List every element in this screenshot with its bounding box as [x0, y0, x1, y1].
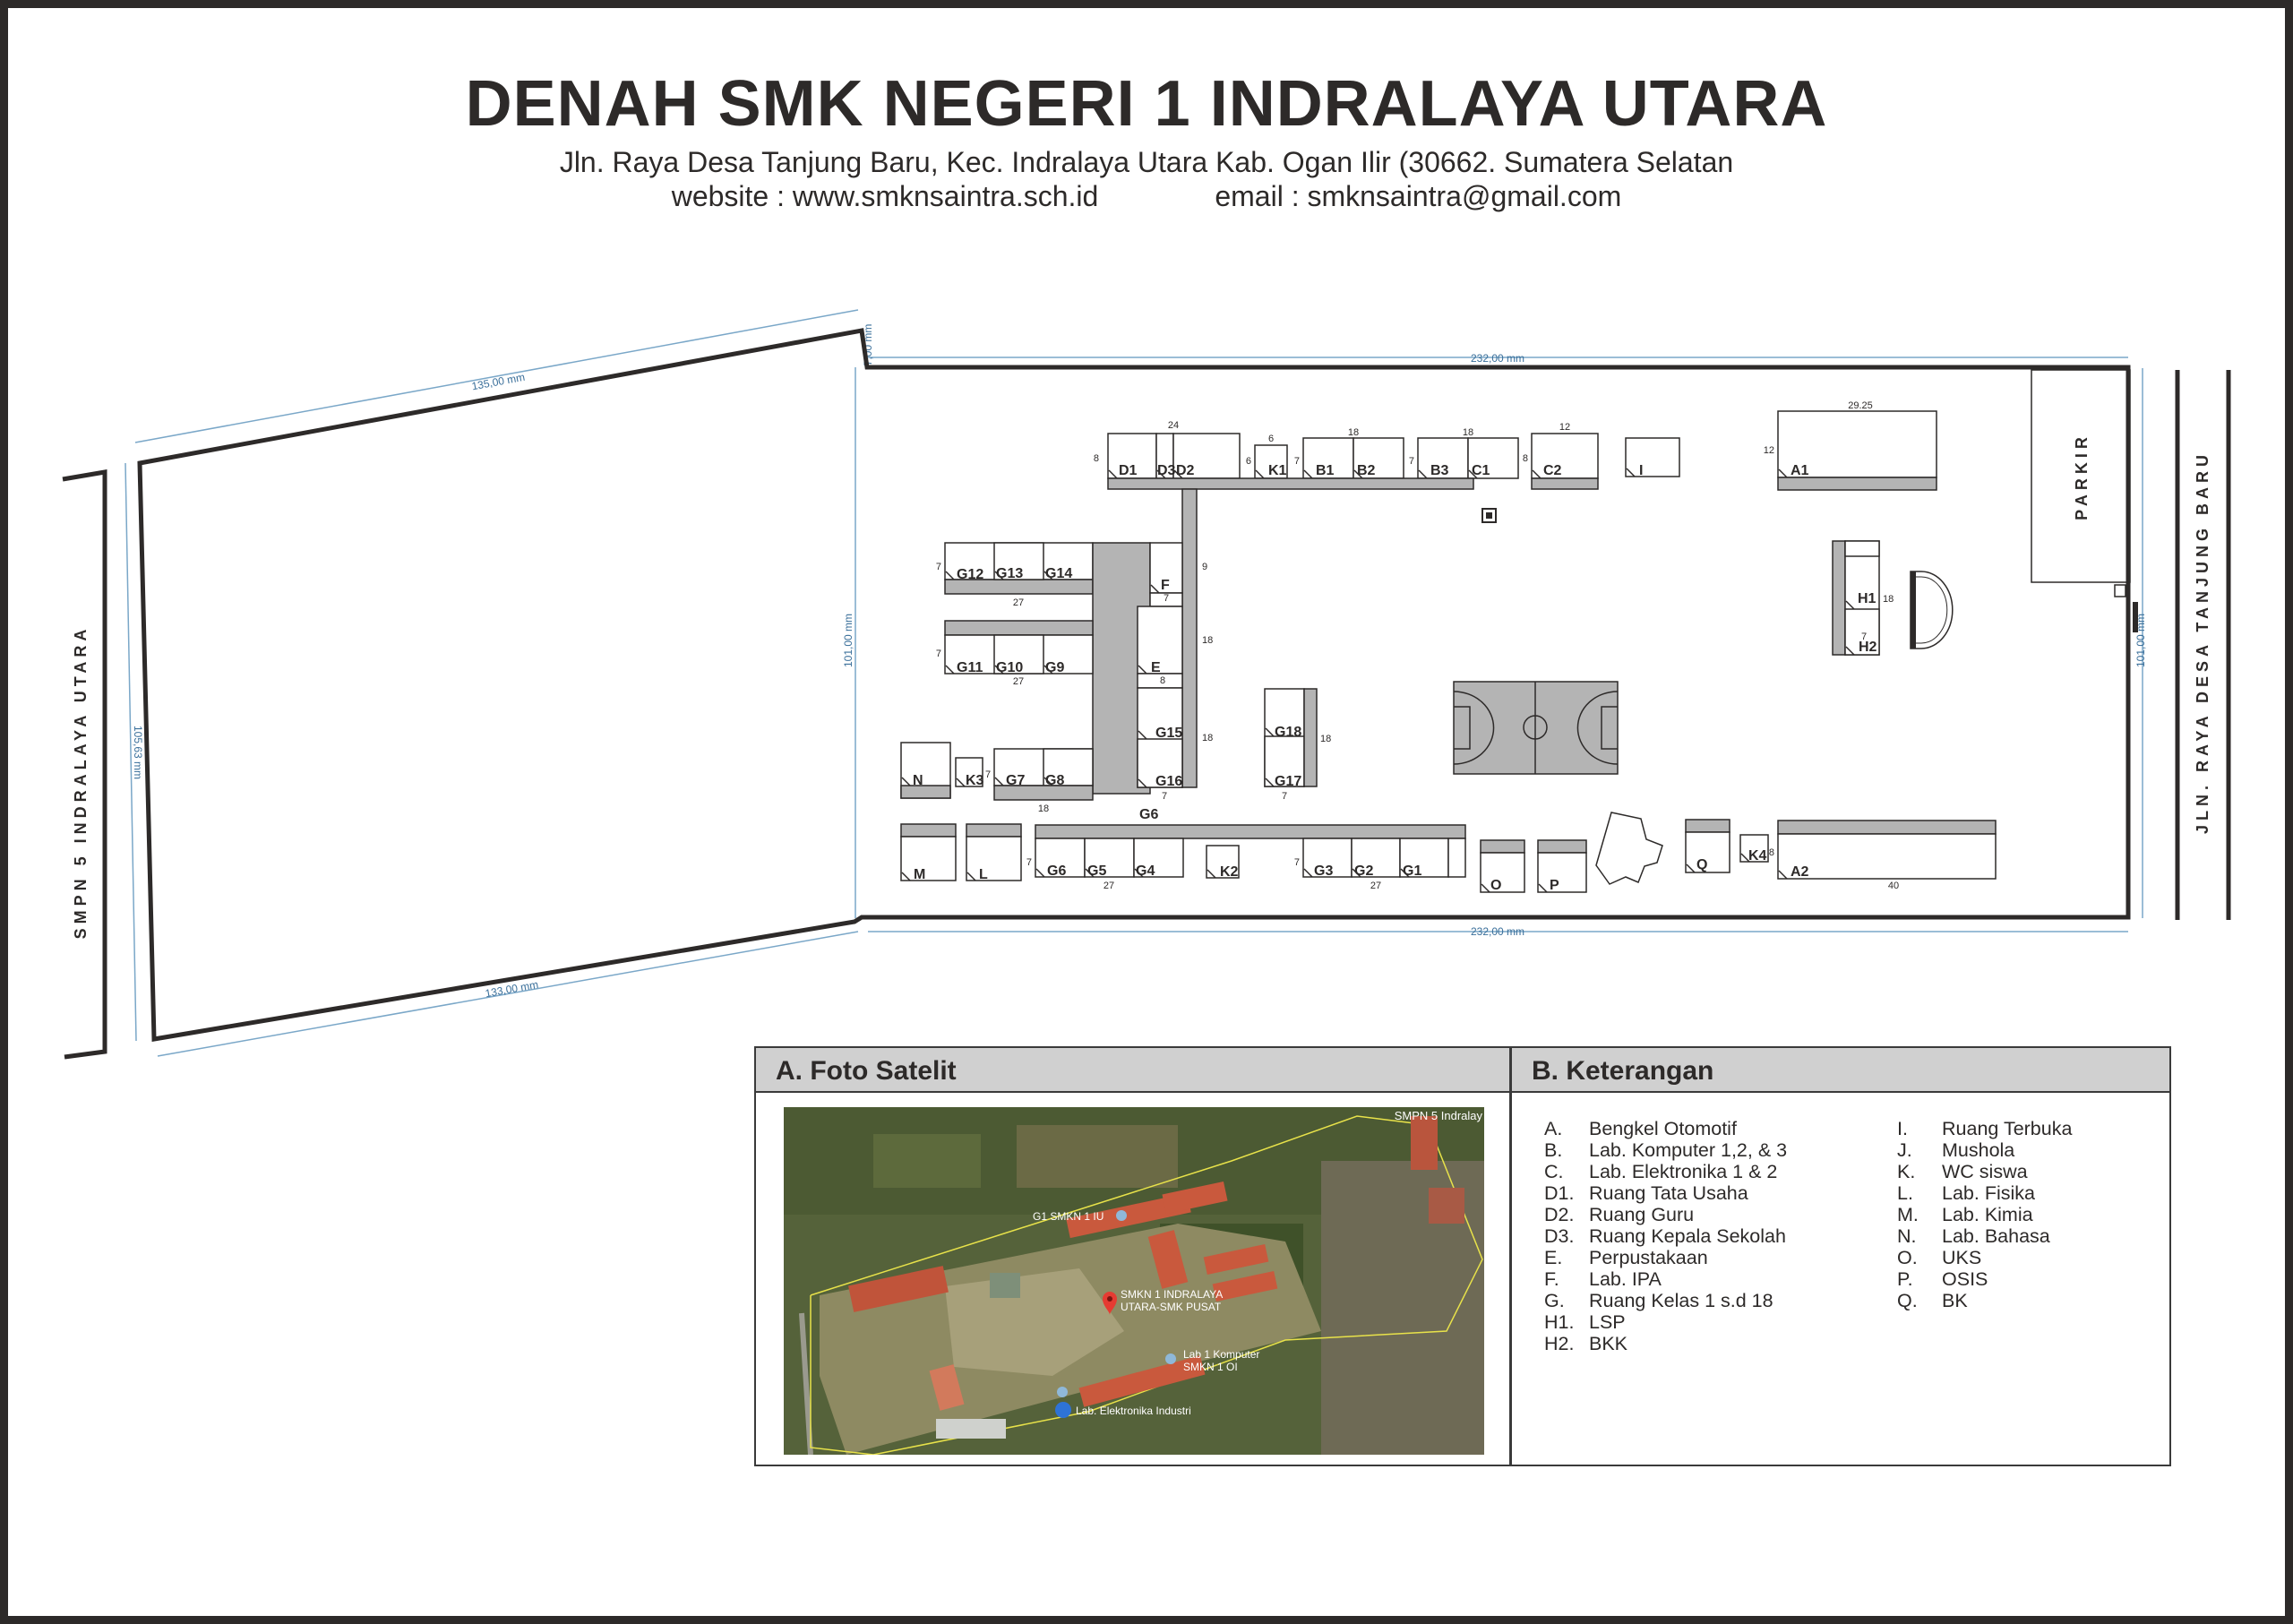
room-label-g1: G1: [1403, 864, 1422, 879]
legend-key: O.: [1897, 1247, 1918, 1268]
legend-column-right: [1897, 1118, 2072, 1311]
legend-row: [1544, 1204, 1787, 1225]
measure-label-a2-depth: 8: [1768, 847, 1774, 858]
room-o: [1481, 853, 1524, 892]
measure-label-g3-width: 27: [1370, 881, 1382, 891]
legend-key: N.: [1897, 1225, 1917, 1247]
measure-label-g18-height: 18: [1320, 734, 1332, 744]
legend-row: [1544, 1118, 1787, 1139]
measure-label-c2-depth: 8: [1522, 453, 1528, 464]
measure-label-b3-depth: 7: [1408, 456, 1414, 467]
corridor-g11: [945, 621, 1093, 635]
room-label-g13: G13: [996, 566, 1024, 581]
west-road-label: SMPN 5 INDRALAYA UTARA: [72, 624, 90, 940]
room-label-k4: K4: [1748, 848, 1767, 864]
basketball-court: [1454, 682, 1618, 774]
gate-post: [2115, 585, 2126, 597]
mushola-shape: [1596, 812, 1662, 884]
room-label-g8: G8: [1045, 773, 1065, 788]
corridor-bottom: [1035, 825, 1465, 838]
legend-row: [1544, 1268, 1787, 1290]
east-road-label: JLN. RAYA DESA TANJUNG BARU: [2194, 450, 2211, 835]
room-label-a1: A1: [1791, 463, 1809, 478]
legend-key: B.: [1544, 1139, 1563, 1161]
page-title: DENAH SMK NEGERI 1 INDRALAYA UTARA: [465, 68, 1828, 140]
measure-label-b-width: 18: [1347, 427, 1360, 438]
measure-label-bc-width: 18: [1462, 427, 1474, 438]
corridor-m: [901, 824, 956, 837]
room-label-g2: G2: [1354, 864, 1374, 879]
legend-row: [1544, 1139, 1787, 1161]
sat-pin-label-1: SMKN 1 INDRALAYA: [1121, 1288, 1224, 1301]
legend-text: OSIS: [1942, 1268, 1988, 1290]
sat-pin-label-2: UTARA-SMK PUSAT: [1121, 1301, 1222, 1313]
satellite-photo: [784, 1107, 1484, 1455]
room-label-g18: G18: [1275, 725, 1302, 740]
legend-row: [1544, 1247, 1787, 1268]
measure-label-g6-depth: 7: [1026, 857, 1032, 868]
measure-label-k3-depth: 7: [985, 769, 992, 780]
sat-lab-label-2: SMKN 1 OI: [1183, 1361, 1238, 1373]
sat-corner-label: SMPN 5 Indralay: [1394, 1109, 1482, 1122]
legend-row: [1897, 1268, 2072, 1290]
corridor-a1: [1778, 477, 1937, 490]
legend-key: J.: [1897, 1139, 1912, 1161]
measure-label-a1-depth: 12: [1763, 445, 1774, 456]
legend-row: [1897, 1161, 2072, 1182]
dim-label-bottom-right: 232,00 mm: [1470, 925, 1525, 938]
measure-label-g12-depth: 7: [935, 562, 941, 572]
room-a2: [1778, 834, 1996, 879]
dim-label-top-right: 232,00 mm: [1470, 352, 1525, 365]
room-label-g12: G12: [957, 567, 984, 582]
legend-key: F.: [1544, 1268, 1559, 1290]
room-label-c2: C2: [1543, 463, 1562, 478]
measure-label-f-width: 7: [1163, 593, 1170, 604]
legend-key: D2.: [1544, 1204, 1575, 1225]
legend-text: Perpustakaan: [1589, 1247, 1708, 1268]
legend-key: L.: [1897, 1182, 1913, 1204]
legend-row: [1544, 1161, 1787, 1182]
legend-key: C.: [1544, 1161, 1564, 1182]
room-m: [901, 837, 956, 881]
room-label-g6: G6: [1047, 864, 1067, 879]
dim-label-top-left: 135,00 mm: [470, 370, 527, 393]
legend-key: Q.: [1897, 1290, 1918, 1311]
sat-g1-label: G1 SMKN 1 IU: [1033, 1210, 1104, 1223]
room-label-h2: H2: [1859, 640, 1877, 655]
legend-key: D1.: [1544, 1182, 1575, 1204]
legend-row: [1897, 1225, 2072, 1247]
corridor-a2: [1778, 821, 1996, 834]
room-label-g5: G5: [1087, 864, 1107, 879]
corridor-n: [901, 786, 950, 798]
legend-text: Lab. IPA: [1589, 1268, 1662, 1290]
room-label-b2: B2: [1357, 463, 1376, 478]
room-label-g14: G14: [1045, 566, 1073, 581]
room-label-d3: D3: [1157, 463, 1176, 478]
corridor-q: [1686, 820, 1730, 832]
legend-text: LSP: [1589, 1311, 1626, 1333]
measure-label-g3-depth: 7: [1293, 857, 1300, 868]
measure-label-g7-width: 18: [1037, 803, 1050, 814]
legend-row: [1544, 1225, 1787, 1247]
legend-text: Mushola: [1942, 1139, 2015, 1161]
room-label-g9: G9: [1045, 660, 1065, 675]
legend-row: [1897, 1204, 2072, 1225]
room-label-d2: D2: [1176, 463, 1195, 478]
room-label-g3: G3: [1314, 864, 1334, 879]
room-label-k1: K1: [1268, 463, 1287, 478]
room-label-k3: K3: [966, 773, 984, 788]
measure-label-h-height: 18: [1883, 594, 1894, 605]
legend-column-left: [1544, 1118, 1787, 1354]
measure-label-h-depth: 7: [1860, 632, 1868, 642]
measure-label-g17-width: 7: [1281, 791, 1288, 802]
legend-row: [1897, 1247, 2072, 1268]
room-label-k2: K2: [1220, 864, 1239, 880]
legend-text: WC siswa: [1942, 1161, 2028, 1182]
satellite-panel: [754, 1046, 1511, 1466]
dim-label-left: 105,63 mm: [132, 725, 144, 780]
legend-row: [1544, 1182, 1787, 1204]
dim-label-step: 7,00 mm: [862, 323, 874, 366]
room-label-g4: G4: [1136, 864, 1155, 879]
room-q: [1686, 832, 1730, 872]
legend-key: H1.: [1544, 1311, 1575, 1333]
dim-label-right: 101,00 mm: [2134, 613, 2147, 668]
room-label-g15: G15: [1155, 726, 1183, 741]
measure-label-a2-width: 40: [1887, 881, 1900, 891]
legend-text: Lab. Elektronika 1 & 2: [1589, 1161, 1778, 1182]
measure-label-g12-width: 27: [1012, 597, 1025, 608]
legend-text: Lab. Bahasa: [1942, 1225, 2050, 1247]
corridor-g18: [1304, 689, 1317, 786]
stage-hatch: [1911, 571, 1916, 649]
room-label-g11: G11: [957, 660, 983, 675]
room-label-d1: D1: [1119, 463, 1138, 478]
legend-text: Ruang Terbuka: [1942, 1118, 2073, 1139]
measure-label-e-width: 8: [1159, 675, 1166, 686]
email-text: email : smknsaintra@gmail.com: [1215, 180, 1622, 212]
corridor-l: [966, 824, 1021, 837]
sat-elektronika-label: Lab. Elektronika Industri: [1076, 1405, 1191, 1417]
measure-label-c2-width: 12: [1559, 422, 1571, 433]
room-label-h1: H1: [1858, 591, 1876, 606]
sat-lab-label-1: Lab 1 Komputer: [1183, 1348, 1260, 1361]
room-label-g7: G7: [1006, 773, 1026, 788]
room-label-i: I: [1639, 463, 1644, 478]
legend-text: BK: [1942, 1290, 1968, 1311]
legend-text: Ruang Tata Usaha: [1589, 1182, 1748, 1204]
mushola-building: [1596, 812, 1662, 884]
legend-row: [1897, 1290, 2072, 1311]
room-p: [1538, 853, 1586, 892]
flagpole-inner: [1486, 512, 1492, 519]
satellite-heading: A. Foto Satelit: [756, 1048, 1509, 1093]
school-address: Jln. Raya Desa Tanjung Baru, Kec. Indralaya Utara Kab. Ogan Ilir (30662. Sumatera Selatan: [559, 146, 1734, 178]
room-g1-ext: [1448, 838, 1465, 877]
legend-text: Ruang Kelas 1 s.d 18: [1589, 1290, 1773, 1311]
legend-text: Ruang Kepala Sekolah: [1589, 1225, 1786, 1247]
legend-key: E.: [1544, 1247, 1563, 1268]
measure-label-d1-depth: 8: [1093, 453, 1099, 464]
legend-panel: [1510, 1046, 2171, 1466]
legend-text: BKK: [1589, 1333, 1628, 1354]
corridor-h: [1833, 541, 1845, 655]
legend-key: D3.: [1544, 1225, 1575, 1247]
measure-label-k1-width: 6: [1267, 434, 1275, 444]
measure-label-b1-depth: 7: [1293, 456, 1300, 467]
dim-label-bottom-left: 133,00 mm: [484, 977, 540, 1001]
legend-key: H2.: [1544, 1333, 1575, 1354]
satellite-image: [784, 1107, 1484, 1455]
measure-label-g11-depth: 7: [935, 649, 941, 659]
legend-row: [1897, 1118, 2072, 1139]
buildings: [901, 411, 1996, 892]
dim-label-inner: 101,00 mm: [842, 613, 855, 668]
measure-label-a1-width: 29.25: [1848, 400, 1873, 411]
legend-key: G.: [1544, 1290, 1565, 1311]
corridor-c2: [1532, 478, 1598, 489]
legend-row: [1544, 1311, 1787, 1333]
legend-row: [1544, 1333, 1787, 1354]
measure-label-g11-width: 27: [1012, 676, 1025, 687]
room-label-q: Q: [1696, 857, 1708, 872]
legend-key: P.: [1897, 1268, 1913, 1290]
room-label-f: F: [1161, 578, 1170, 593]
stage-d-shape: [1911, 571, 1953, 649]
legend-text: Ruang Guru: [1589, 1204, 1695, 1225]
room-label-a2: A2: [1791, 864, 1809, 880]
measure-label-g16-width: 7: [1161, 791, 1168, 802]
room-i: [1626, 438, 1679, 477]
room-label-m: M: [914, 867, 926, 882]
legend-heading: B. Keterangan: [1512, 1048, 2169, 1093]
legend-row: [1897, 1139, 2072, 1161]
corridor-top: [1108, 478, 1473, 489]
corridor-p: [1538, 840, 1586, 853]
parking-area: [2031, 370, 2130, 582]
corridor-o: [1481, 840, 1524, 853]
legend-key: M.: [1897, 1204, 1919, 1225]
measure-label-g6-width: 27: [1103, 881, 1115, 891]
room-l: [966, 837, 1021, 881]
room-h-top: [1845, 541, 1879, 556]
legend-key: A.: [1544, 1118, 1563, 1139]
room-label-o: O: [1490, 878, 1502, 893]
corridor-spine: [1182, 489, 1197, 787]
legend-row: [1544, 1290, 1787, 1311]
website-text: website : www.smknsaintra.sch.id: [671, 180, 1099, 212]
parking-label: PARKIR: [2073, 433, 2091, 520]
room-label-g16: G16: [1155, 774, 1183, 789]
stage-outer: [1911, 571, 1953, 649]
room-label-p: P: [1550, 878, 1559, 893]
legend-text: Lab. Fisika: [1942, 1182, 2035, 1204]
room-c2: [1532, 434, 1598, 478]
measure-label-corridor-9: 9: [1202, 562, 1208, 572]
measure-label-d-width: 24: [1167, 420, 1180, 431]
room-label-b3: B3: [1430, 463, 1449, 478]
room-label-g6-mid: G6: [1139, 807, 1159, 822]
measure-label-corridor-18a: 18: [1202, 635, 1214, 646]
room-label-l: L: [979, 867, 988, 882]
room-label-g17: G17: [1275, 774, 1302, 789]
legend-text: Lab. Kimia: [1942, 1204, 2033, 1225]
room-label-g10: G10: [996, 660, 1024, 675]
room-label-b1: B1: [1316, 463, 1335, 478]
legend-text: Bengkel Otomotif: [1589, 1118, 1737, 1139]
room-label-e: E: [1151, 660, 1161, 675]
room-label-c1: C1: [1472, 463, 1490, 478]
legend-row: [1897, 1182, 2072, 1204]
legend-key: K.: [1897, 1161, 1916, 1182]
measure-label-k1-depth: 6: [1245, 456, 1251, 467]
legend-text: UKS: [1942, 1247, 1982, 1268]
measure-label-corridor-18b: 18: [1202, 733, 1214, 743]
legend-key: I.: [1897, 1118, 1908, 1139]
legend-text: Lab. Komputer 1,2, & 3: [1589, 1139, 1788, 1161]
room-label-n: N: [913, 773, 923, 788]
flagpole-marker: [1482, 509, 1496, 522]
